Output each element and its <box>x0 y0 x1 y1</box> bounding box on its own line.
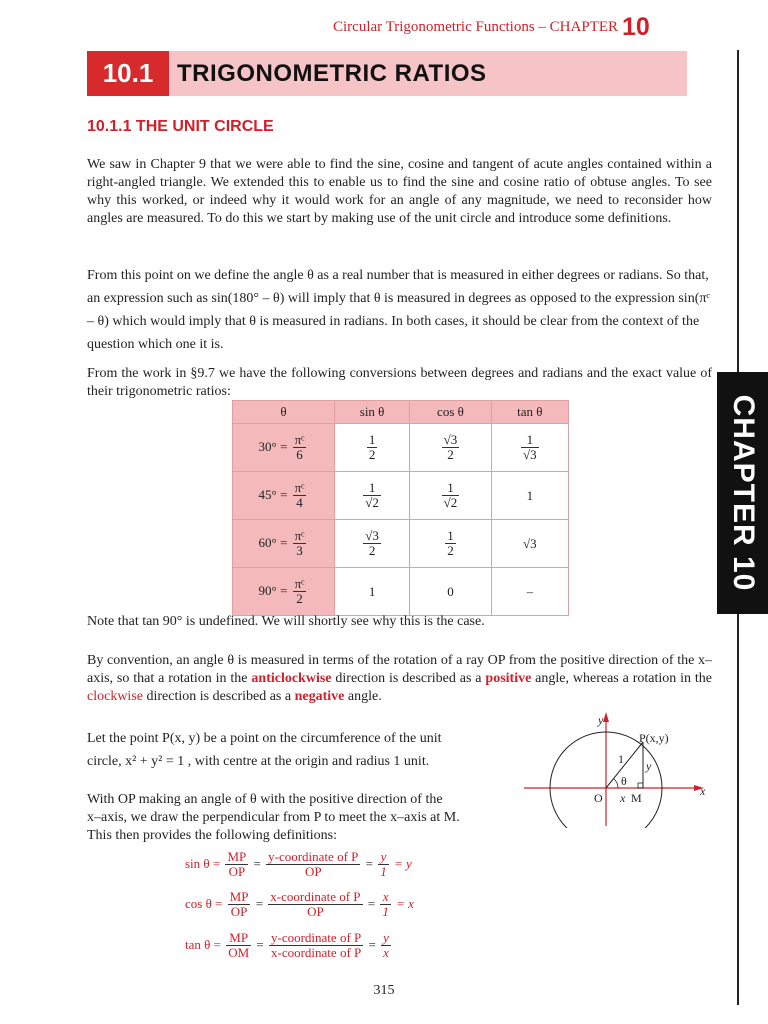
op-line-1: With OP making an angle of θ with the positive direction of the <box>87 792 443 807</box>
angle-cell: 90° = $\frac{\text{πᶜ}}{2}$ <box>233 568 335 616</box>
table-header-row <box>233 401 569 424</box>
chapter-side-tab <box>717 372 768 614</box>
point-m-label: M <box>631 791 642 805</box>
point-line-1: Let the point P(x, y) be a point on the circumference of the unit <box>87 731 442 746</box>
header-cos: cos θ <box>410 401 492 424</box>
y-axis-label: y <box>598 713 604 727</box>
table-row-60 <box>233 520 569 568</box>
convention-paragraph: By convention, an angle θ is measured in terms of the rotation of a ray OP from the positive direction of the x–axis, so that a rotation in the anticlockwise direction is described as a positive angle, whereas a rotation in the clockwise direction is described as a negative angle. <box>87 653 712 704</box>
angle-definition-paragraph <box>87 264 712 356</box>
trig-values-table <box>232 400 569 616</box>
cos-cell: 0 <box>410 568 492 616</box>
header-sin: sin θ <box>335 401 410 424</box>
right-angle-mark <box>638 783 643 788</box>
unit-circle-point-paragraph <box>87 727 527 773</box>
angle-arc <box>614 779 618 788</box>
para2-text-a: From this point on we define the angle θ as a real number that is measured in either degrees or radians. So that, an expression such as <box>87 268 709 306</box>
cos-cell: $\frac{1}{2}$ <box>410 520 492 568</box>
para2-text-b: will imply that θ is measured in degrees as opposed to the expression <box>284 291 679 306</box>
tan-cell: – <box>491 568 568 616</box>
intro-paragraph: We saw in Chapter 9 that we were able to find the sine, cosine and tangent of acute angles contained within a right-angled triangle. We extended this to enable us to find the sine and cosine ratio of obtuse angles. To see why this worked, or indeed why it would work for an angle of any magnitude, we need to reconsider how angles are measured. To do this we start by making use of the unit circle and introduce some definitions. <box>87 157 712 226</box>
tan-cell: 1 <box>491 472 568 520</box>
anticlockwise-term: anticlockwise <box>251 671 332 686</box>
angle-cell: 30° = $\frac{\text{πᶜ}}{6}$ <box>233 424 335 472</box>
header-chapter-number: 10 <box>622 13 650 41</box>
expr-degrees: sin(180° – θ) <box>211 291 285 306</box>
tan-cell: √3 <box>491 520 568 568</box>
expr-radians: sin(πᶜ – θ) <box>87 291 711 329</box>
section-number: 10.1 <box>87 51 169 96</box>
radius-label: 1 <box>618 752 624 766</box>
header-theta: θ <box>233 401 335 424</box>
table-row-45 <box>233 472 569 520</box>
op-paragraph <box>87 791 527 845</box>
section-title: TRIGONOMETRIC RATIOS <box>177 60 487 87</box>
sin-cell: $\frac{√3}{2}$ <box>335 520 410 568</box>
conversion-intro: From the work in §9.7 we have the following conversions between degrees and radians and the exact value of their trigonometric ratios: <box>87 366 712 399</box>
header-tan: tan θ <box>491 401 568 424</box>
chapter-tab-label: CHAPTER 10 <box>726 394 760 592</box>
point-p-label: P(x,y) <box>639 731 669 745</box>
sin-definition: sin θ = $\frac{MP}{OP}$ = $\frac{\text{y-coordinate of P}}{OP}$ = $\frac{y}{1}$ = y <box>185 849 412 880</box>
point-line-2: circle, x² + y² = 1 , with centre at the origin and radius 1 unit. <box>87 754 430 769</box>
tan90-note: Note that tan 90° is undefined. We will shortly see why this is the case. <box>87 614 485 629</box>
cos-cell: $\frac{√3}{2}$ <box>410 424 492 472</box>
tan-cell: $\frac{1}{√3}$ <box>491 424 568 472</box>
positive-term: positive <box>485 671 532 686</box>
angle-cell: 60° = $\frac{\text{πᶜ}}{3}$ <box>233 520 335 568</box>
subsection-title: 10.1.1 THE UNIT CIRCLE <box>87 118 274 135</box>
para2-text-c: which would imply that θ is measured in radians. In both cases, it should be clear from the context of the question which one it is. <box>87 314 700 352</box>
x-segment-label: x <box>620 791 626 805</box>
cos-definition: cos θ = $\frac{MP}{OP}$ = $\frac{\text{x-coordinate of P}}{OP}$ = $\frac{x}{1}$ = x <box>185 889 414 920</box>
sin-cell: 1 <box>335 568 410 616</box>
x-axis-label: x <box>700 784 706 798</box>
op-line-3: This then provides the following definitions: <box>87 828 338 843</box>
page-number: 315 <box>373 983 395 998</box>
origin-label: O <box>594 791 603 805</box>
clockwise-term: clockwise <box>87 689 143 704</box>
running-header <box>333 13 688 42</box>
cos-cell: $\frac{1}{√2}$ <box>410 472 492 520</box>
theta-label: θ <box>621 774 627 788</box>
header-title: Circular Trigonometric Functions – CHAPTER <box>333 19 618 35</box>
sin-cell: $\frac{1}{2}$ <box>335 424 410 472</box>
unit-circle-diagram <box>518 708 718 828</box>
angle-cell: 45° = $\frac{\text{πᶜ}}{4}$ <box>233 472 335 520</box>
y-axis-arrow <box>603 712 609 722</box>
tan-definition: tan θ = $\frac{MP}{OM}$ = $\frac{\text{y-coordinate of P}}{\text{x-coordinate of P}}$ = $\frac{y}{x}$ <box>185 930 389 961</box>
y-segment-label: y <box>646 759 652 773</box>
sin-cell: $\frac{1}{√2}$ <box>335 472 410 520</box>
table-row-90 <box>233 568 569 616</box>
op-line-2: x–axis, we draw the perpendicular from P to meet the x–axis at M. <box>87 810 460 825</box>
negative-term: negative <box>294 689 345 704</box>
table-row-30 <box>233 424 569 472</box>
